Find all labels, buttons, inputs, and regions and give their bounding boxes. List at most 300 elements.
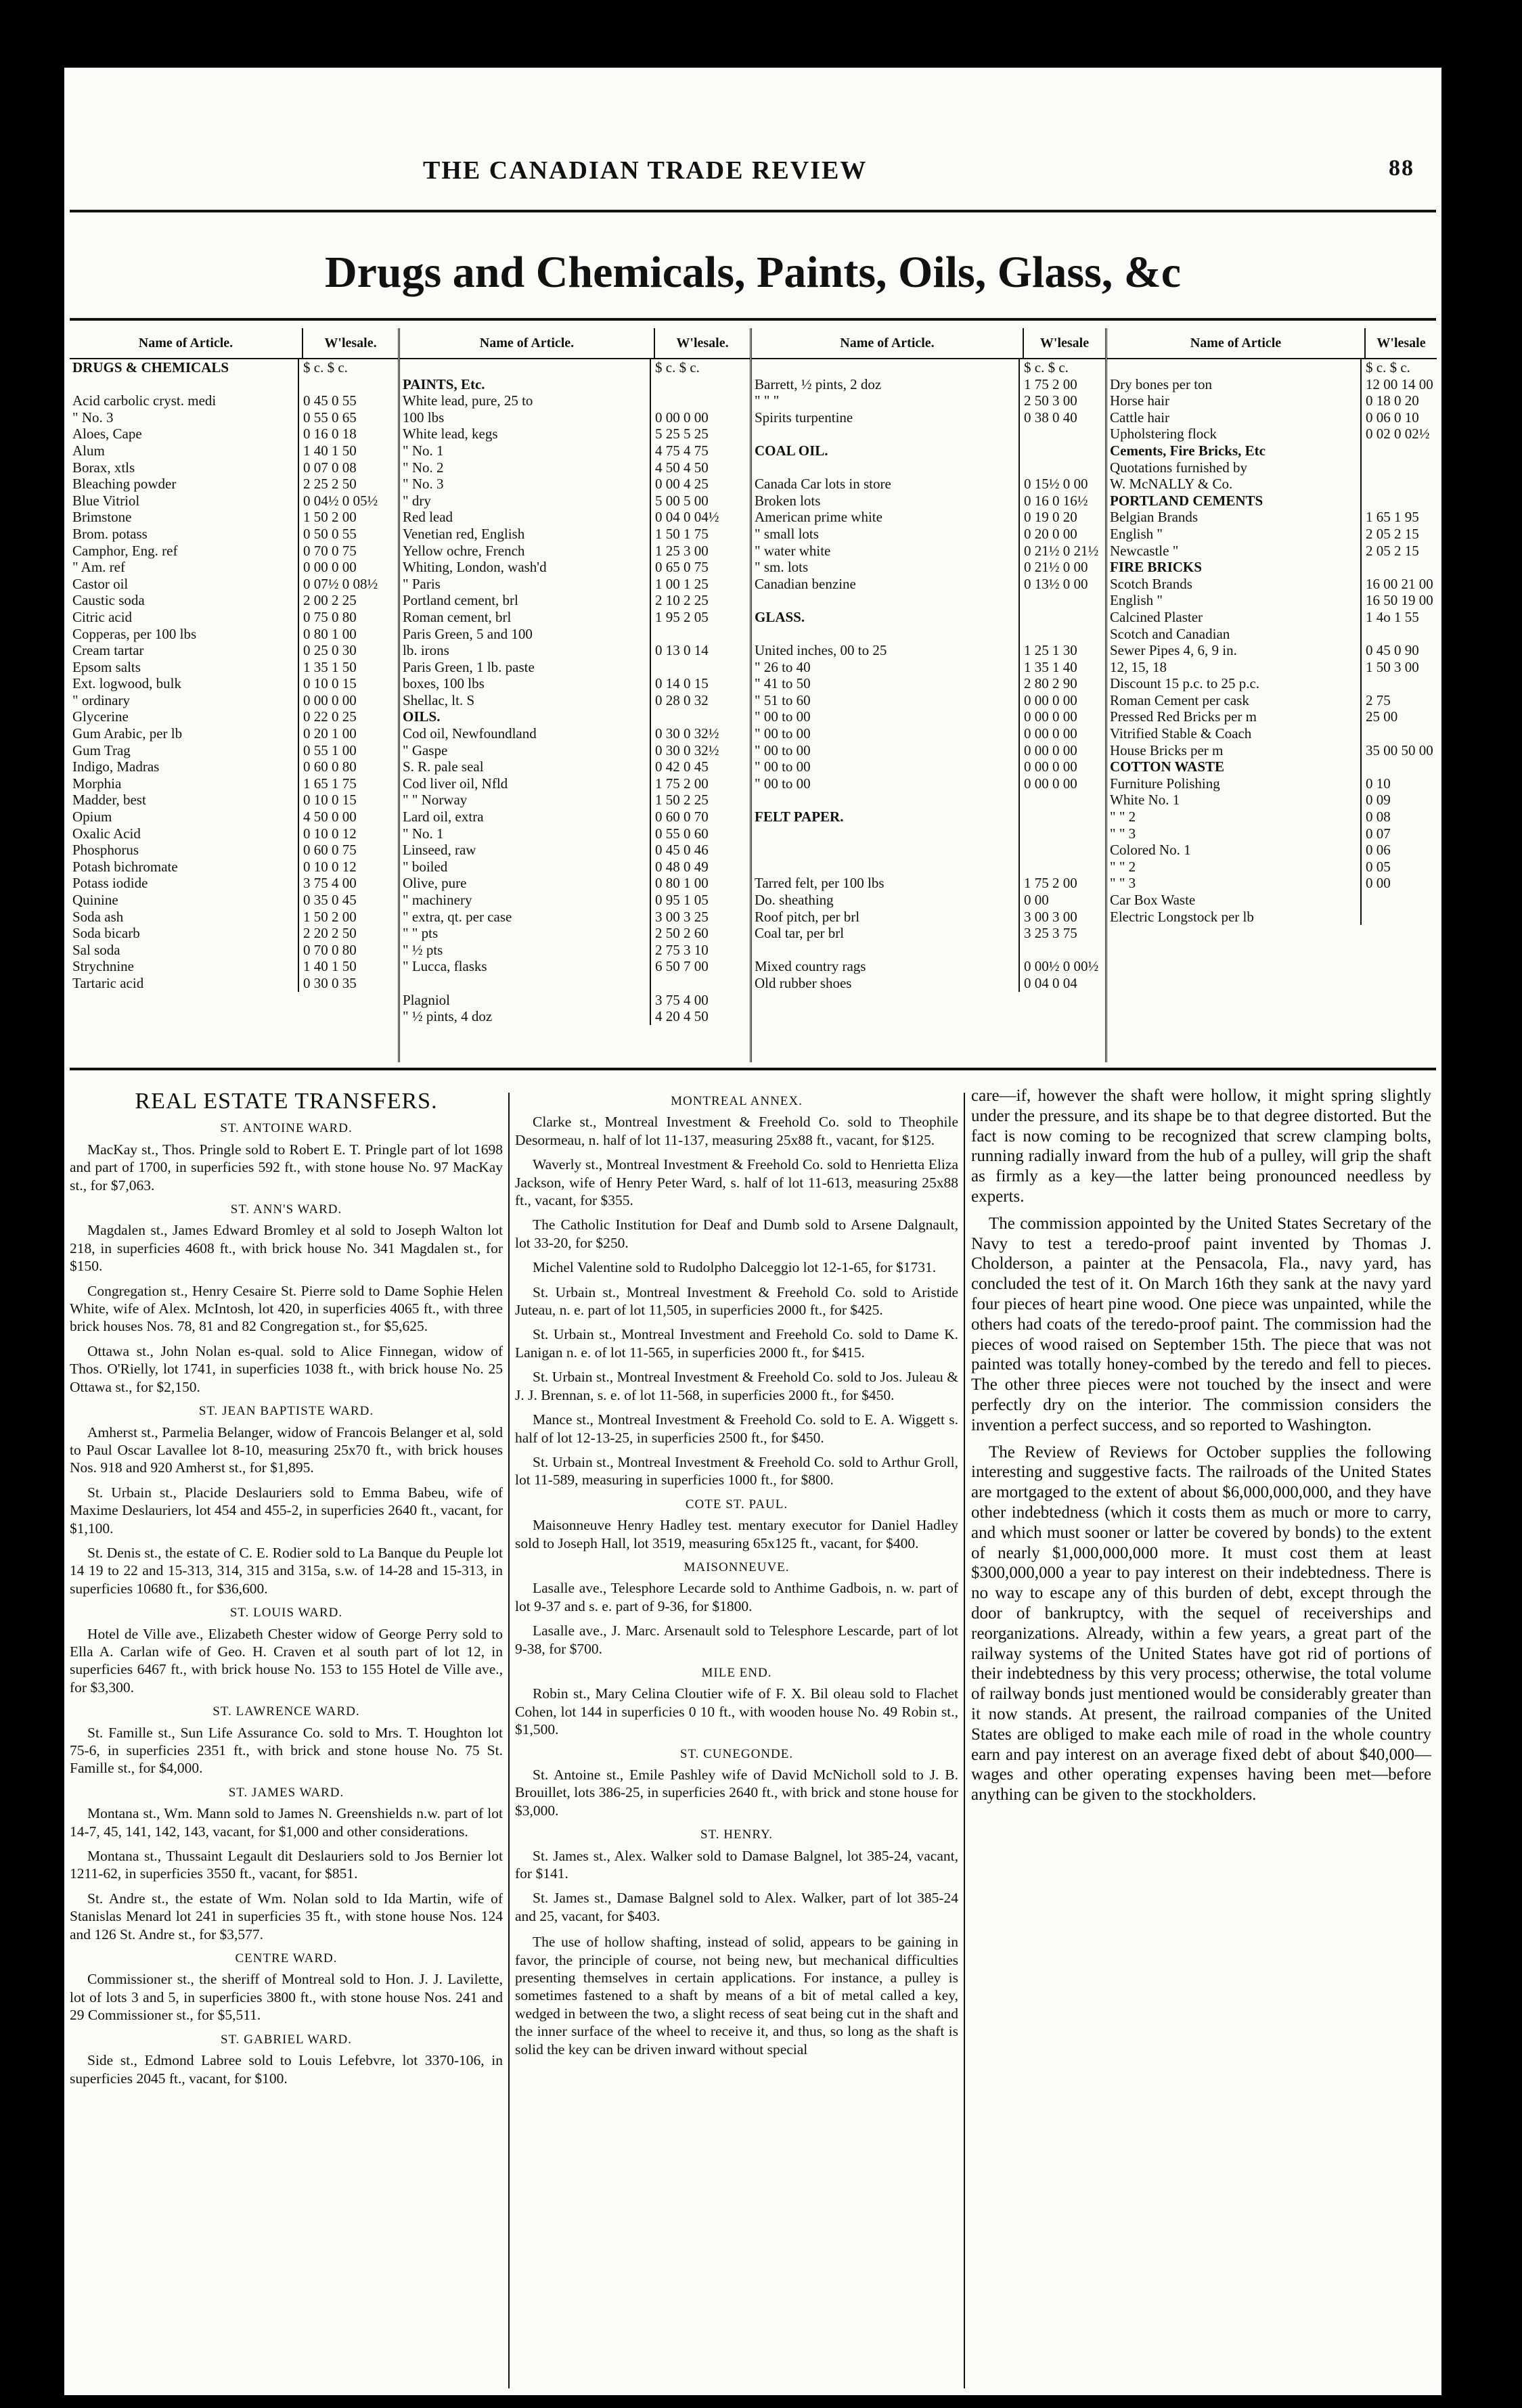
- article-name: " 41 to 50: [752, 675, 1020, 692]
- price-column-4: [1107, 328, 1437, 1062]
- article-name: " extra, qt. per case: [400, 909, 651, 926]
- article-name: [752, 792, 1020, 809]
- wholesale-price: 0 20 0 00: [1024, 525, 1077, 542]
- wholesale-price: 0 30 0 32½: [655, 742, 719, 758]
- price-row: [752, 426, 1105, 442]
- transfer-entry: Lasalle ave., J. Marc. Arsenault sold to Telesphore Lescarde, part of lot 9-38, for $700.: [515, 1622, 958, 1657]
- price-row: [400, 942, 750, 959]
- price-rows: [752, 359, 1105, 992]
- wholesale-price: [651, 376, 750, 393]
- wholesale-price: 0 00½ 0 00½: [1024, 958, 1099, 975]
- article-name: Cod liver oil, Nfld: [400, 775, 651, 792]
- wholesale-price: 0 00 0 00: [303, 559, 357, 576]
- price-row: [1107, 476, 1437, 493]
- price-row: [70, 692, 398, 709]
- wholesale-price: 4 20 4 50: [655, 1008, 709, 1025]
- transfer-entry: St. James st., Damase Balgnel sold to Alex. Walker, part of lot 385-24 and 25, vacant, for $403.: [515, 1890, 958, 1924]
- table-top-rule: [70, 318, 1436, 321]
- article-name: Soda ash: [70, 909, 299, 926]
- wholesale-price: $ c. $ c.: [303, 359, 348, 376]
- price-row: [752, 708, 1105, 725]
- article-name: Car Box Waste: [1107, 892, 1362, 909]
- price-row: [1107, 675, 1437, 692]
- wholesale-price: [651, 659, 750, 676]
- wholesale-price: 35 00 50 00: [1366, 742, 1433, 758]
- price-row: [752, 875, 1105, 892]
- transfer-entry: St. Urbain st., Montreal Investment & Freehold Co. sold to Jos. Juleau & J. J. Brennan, s. e. of lot 11-568, in superficies 2000 ft., for $450.: [515, 1369, 958, 1403]
- hollow-shafting-article: [515, 1933, 958, 2058]
- wholesale-price: 1 35 1 40: [1024, 658, 1077, 675]
- transfer-entry: Clarke st., Montreal Investment & Freehold Co. sold to Theophile Desormeau, n. half of lot 11-137, measuring 25x88 ft., vacant, for $125.: [515, 1114, 958, 1148]
- article-name: " No. 1: [400, 442, 651, 459]
- article-name: Calcined Plaster: [1107, 609, 1362, 626]
- article-name: English ": [1107, 526, 1362, 543]
- wholesale-price: [1362, 725, 1437, 742]
- wholesale-price: [1362, 476, 1437, 493]
- price-row: [1107, 909, 1437, 926]
- price-row: [70, 659, 398, 676]
- price-row: [1107, 526, 1437, 543]
- wholesale-price: [1362, 493, 1437, 509]
- article-name: Pressed Red Bricks per m: [1107, 708, 1362, 725]
- wholesale-price: 4 50 4 50: [655, 459, 709, 476]
- price-row: [752, 476, 1105, 493]
- transfer-entry: Michel Valentine sold to Rudolpho Dalceggio lot 12-1-65, for $1731.: [533, 1259, 937, 1276]
- article-name: " ordinary: [70, 692, 299, 709]
- wholesale-price: 0 06: [1366, 842, 1391, 859]
- price-rows: [70, 359, 398, 992]
- price-row: [1107, 775, 1437, 792]
- wholesale-price: 2 75 3 10: [655, 941, 709, 958]
- article-name: boxes, 100 lbs: [400, 675, 651, 692]
- article-name: Borax, xtls: [70, 459, 299, 476]
- transfer-entry: Robin st., Mary Celina Cloutier wife of F. X. Bil oleau sold to Flachet Cohen, lot 144 in superficies 0 10 ft., with wooden house No. 49 Robin st., $1,500.: [515, 1685, 958, 1738]
- transfer-entry: Montana st., Wm. Mann sold to James N. Greenshields n.w. part of lot 14-7, 45, 141, 142, 143, vacant, for $1,000 and other considerations.: [70, 1805, 503, 1840]
- wholesale-price: 1 95 2 05: [655, 608, 709, 625]
- article-name: " Lucca, flasks: [400, 958, 651, 975]
- article-name: COAL OIL.: [752, 442, 1020, 459]
- price-row: [70, 609, 398, 626]
- wholesale-price: [1362, 909, 1437, 926]
- price-row: [70, 875, 398, 892]
- article-name: Roof pitch, per brl: [752, 909, 1020, 926]
- wholesale-price: 1 75 2 00: [1024, 875, 1077, 892]
- ward-heading: ST. ANTOINE WARD.: [220, 1121, 353, 1136]
- wholesale-price: 5 25 5 25: [655, 426, 709, 442]
- article-name: Upholstering flock: [1107, 426, 1362, 442]
- price-row: [400, 409, 750, 426]
- price-row: [400, 659, 750, 676]
- wholesale-price: 0 55 1 00: [303, 742, 357, 758]
- price-row: [70, 642, 398, 659]
- price-row: [752, 543, 1105, 560]
- wholesale-price: 2 25 2 50: [303, 476, 357, 493]
- article-name: " No. 3: [70, 409, 299, 426]
- article-name: [752, 592, 1020, 609]
- wholesale-price: 0 08: [1366, 809, 1391, 825]
- price-row: [70, 559, 398, 576]
- wholesale-price: 2 05 2 15: [1366, 525, 1419, 542]
- wholesale-price: 1 40 1 50: [303, 442, 357, 459]
- wholesale-price: 4 75 4 75: [655, 442, 709, 459]
- ward-heading: MAISONNEUVE.: [684, 1560, 790, 1574]
- real-estate-column-2: [515, 1086, 958, 2395]
- price-row: [400, 875, 750, 892]
- article-name: Belgian Brands: [1107, 509, 1362, 526]
- article-name: 12, 15, 18: [1107, 659, 1362, 676]
- wholesale-price: [1362, 442, 1437, 459]
- wholesale-price: [1020, 609, 1105, 626]
- article-name: " 26 to 40: [752, 659, 1020, 676]
- paragraph: The commission appointed by the United States Secretary of the Navy to test a teredo-proof paint invented by Thomas J. Cholderson, a painter at the Pensacola, Fla., navy yard, has concluded the test of it. On March 16th they sank at the navy yard four pieces of heart pine wood. One piece was unpainted, while the others had coats of the teredo-proof paint. The commission had the pieces of wood raised on September 15th. The piece that was not painted was totally honey-combed by the teredo and fell to pieces. The other three pieces were not touched by the insect and were perfectly dry on the interior. The commission considers the invention a perfect success, and so reported to Washington.: [971, 1214, 1431, 1434]
- article-name: Do. sheathing: [752, 892, 1020, 909]
- wholesale-price: [651, 392, 750, 409]
- price-row: [752, 576, 1105, 593]
- article-name: Cream tartar: [70, 642, 299, 659]
- price-row: [1107, 892, 1437, 909]
- article-name: [752, 942, 1020, 959]
- transfer-entry: Waverly st., Montreal Investment & Freehold Co. sold to Henrietta Eliza Jackson, wife of Henry Peter Ward, s. half of lot 11-613, measuring 25x88 ft., vacant, for $355.: [515, 1156, 958, 1209]
- article-name: [1107, 359, 1362, 376]
- wholesale-price: 0 70 0 80: [303, 941, 357, 958]
- article-name: " 51 to 60: [752, 692, 1020, 709]
- article-name: " 00 to 00: [752, 725, 1020, 742]
- price-row: [752, 626, 1105, 643]
- article-name: Morphia: [70, 775, 299, 792]
- article-name: White lead, pure, 25 to: [400, 392, 651, 409]
- wholesale-price: [299, 376, 398, 393]
- price-row: [400, 559, 750, 576]
- price-row: [400, 742, 750, 759]
- article-name: " Paris: [400, 576, 651, 593]
- wholesale-price: 0 80 1 00: [655, 875, 709, 892]
- article-name: Yellow ochre, French: [400, 543, 651, 560]
- wholesale-price: 1 50 1 75: [655, 525, 709, 542]
- article-name: [70, 376, 299, 393]
- price-row: [70, 509, 398, 526]
- ward-heading: ST. ANN'S WARD.: [230, 1202, 342, 1217]
- wholesale-price: 2 50 2 60: [655, 925, 709, 942]
- article-name: Coal tar, per brl: [752, 925, 1020, 942]
- wholesale-price: [1020, 942, 1105, 959]
- wholesale-price: 0 16 0 18: [303, 426, 357, 442]
- wholesale-price: 3 00 3 00: [1024, 908, 1077, 925]
- wholesale-price: [1362, 675, 1437, 692]
- transfer-entry: St. Antoine st., Emile Pashley wife of David McNicholl sold to J. B. Brouillet, lots 386-25, in superficies 2640 ft., with brick and stone house for $3,000.: [515, 1767, 958, 1819]
- article-name: United inches, 00 to 25: [752, 642, 1020, 659]
- transfer-entry: St. Urbain st., Montreal Investment & Freehold Co. sold to Aristide Juteau, n. e. part of lot 11,505, in superficies 2000 ft., for $425.: [515, 1283, 958, 1319]
- wholesale-price: 3 75 4 00: [655, 991, 709, 1008]
- column-header-name: Name of Article.: [400, 328, 655, 358]
- price-row: [1107, 859, 1437, 876]
- transfer-entry: Maisonneuve Henry Hadley test. mentary executor for Daniel Hadley sold to Joseph Hall, lot 3519, measuring 65x125 ft., vacant, for $400.: [515, 1517, 958, 1551]
- article-name: Bleaching powder: [70, 476, 299, 493]
- wholesale-price: 0 00: [1024, 892, 1049, 908]
- article-name: PORTLAND CEMENTS: [1107, 493, 1362, 509]
- wholesale-price: [1020, 426, 1105, 442]
- wholesale-price: 12 00 14 00: [1366, 376, 1433, 392]
- article-name: lb. irons: [400, 642, 651, 659]
- wholesale-price: 0 21½ 0 21½: [1024, 542, 1099, 559]
- article-name: Old rubber shoes: [752, 975, 1020, 992]
- price-row: [400, 493, 750, 509]
- price-row: [752, 925, 1105, 942]
- wholesale-price: 0 60 0 70: [655, 809, 709, 825]
- wholesale-price: [1020, 626, 1105, 643]
- article-name: S. R. pale seal: [400, 758, 651, 775]
- price-row: [400, 859, 750, 876]
- price-row: [400, 758, 750, 775]
- article-name: [752, 859, 1020, 876]
- price-row: [70, 476, 398, 493]
- price-row: [70, 758, 398, 775]
- article-name: " 00 to 00: [752, 775, 1020, 792]
- article-name: Aloes, Cape: [70, 426, 299, 442]
- price-row: [752, 509, 1105, 526]
- article-name: Paris Green, 5 and 100: [400, 626, 651, 643]
- price-row: [70, 543, 398, 560]
- paragraph: care—if, however the shaft were hollow, it might spring slightly under the pressure, and its shape be to that degree distorted. But the fact is now coming to be recognized that screw clamping bolts, running radially inward from the hub of a pulley, will grip the shaft as firmly as a key—the latter being pronounced needless by experts.: [971, 1087, 1431, 1206]
- wholesale-price: 0 06 0 10: [1366, 409, 1419, 426]
- article-name: " Gaspe: [400, 742, 651, 759]
- wholesale-price: 3 25 3 75: [1024, 925, 1077, 942]
- article-name: " Am. ref: [70, 559, 299, 576]
- price-row: [400, 792, 750, 809]
- wholesale-price: 1 50 2 00: [303, 908, 357, 925]
- column-divider: [964, 1093, 965, 2388]
- price-row: [70, 725, 398, 742]
- transfer-entry: Lasalle ave., Telesphore Lecarde sold to Anthime Gadbois, n. w. part of lot 9-37 and s. e. part of 9-36, for $1800.: [515, 1580, 958, 1614]
- paragraph: The use of hollow shafting, instead of solid, appears to be gaining in favor, the principle of course, not being new, but mechanical difficulties presenting themselves in certain applications. For instance, a pulley is sometimes fastened to a shaft by means of a bit of metal called a key, wedged in between the two, a slight recess of seat being cut in the shaft and the inner surface of the wheel to receive it, and thus, so long as the shaft is solid the key can be driven inward without special: [515, 1934, 958, 2058]
- wholesale-price: 0 95 1 05: [655, 892, 709, 908]
- transfer-entry: Amherst st., Parmelia Belanger, widow of Francois Belanger et al, sold to Paul Oscar Lavallee lot 8-10, measuring 25x70 ft., with brick houses Nos. 918 and 920 Amherst st., for $1,895.: [70, 1424, 503, 1476]
- article-name: " boiled: [400, 859, 651, 876]
- price-row: [400, 543, 750, 560]
- price-row: [70, 626, 398, 643]
- article-name: Scotch and Canadian: [1107, 626, 1362, 643]
- wholesale-price: [1020, 825, 1105, 842]
- price-row: [70, 909, 398, 926]
- article-name: Oxalic Acid: [70, 825, 299, 842]
- transfer-entry: Hotel de Ville ave., Elizabeth Chester widow of George Perry sold to Ella A. Carlan wife of Geo. H. Craven et al south part of lot 12, in superficies 6467 ft., with brick house No. 153 to 155 Hotel de Ville ave., for $3,300.: [70, 1625, 503, 1696]
- real-estate-blocks: [70, 1120, 503, 2087]
- page-number: 88: [1389, 156, 1414, 181]
- article-name: " No. 2: [400, 459, 651, 476]
- article-name: " " 3: [1107, 825, 1362, 842]
- article-name: Cod oil, Newfoundland: [400, 725, 651, 742]
- article-name: Spirits turpentine: [752, 409, 1020, 426]
- column-header-price: W'lesale.: [324, 336, 377, 350]
- article-name: Discount 15 p.c. to 25 p.c.: [1107, 675, 1362, 692]
- price-row: [400, 576, 750, 593]
- section-row: [752, 809, 1105, 825]
- article-name: [752, 626, 1020, 643]
- wholesale-price: 0 50 0 55: [303, 525, 357, 542]
- wholesale-price: 0 10 0 12: [303, 825, 357, 842]
- wholesale-price: 2 50 3 00: [1024, 392, 1077, 409]
- wholesale-price: 2 20 2 50: [303, 925, 357, 942]
- price-row: [70, 842, 398, 859]
- article-name: Paris Green, 1 lb. paste: [400, 659, 651, 676]
- newspaper-page: [64, 68, 1441, 2395]
- article-name: Potash bichromate: [70, 859, 299, 876]
- transfer-entry: Montana st., Thussaint Legault dit Deslauriers sold to Jos Bernier lot 1211-62, in superficies 3550 ft., vacant, for $851.: [70, 1848, 503, 1882]
- article-name: Scotch Brands: [1107, 576, 1362, 593]
- price-row: [400, 675, 750, 692]
- header-rule: [70, 210, 1436, 212]
- price-row: [752, 459, 1105, 476]
- article-name: Red lead: [400, 509, 651, 526]
- wholesale-price: 0 10 0 15: [303, 792, 357, 809]
- wholesale-price: 2 80 2 90: [1024, 675, 1077, 692]
- transfer-entry: Mance st., Montreal Investment & Freehold Co. sold to E. A. Wiggett s. half of lot 12-13-25, in superficies 2500 ft., for $450.: [515, 1411, 958, 1446]
- wholesale-price: 4 50 0 00: [303, 809, 357, 825]
- price-row: [1107, 426, 1437, 442]
- ward-heading: ST. CUNEGONDE.: [679, 1746, 794, 1761]
- wholesale-price: 0 18 0 20: [1366, 392, 1419, 409]
- price-row: [70, 975, 398, 992]
- transfer-entry: St. Urbain st., Placide Deslauriers sold to Emma Babeu, wife of Maxime Deslauriers, lot 454 and 455-2, in superficies 2640 ft., vacant, for $1,100.: [70, 1484, 503, 1537]
- article-name: Soda bicarb: [70, 925, 299, 942]
- wholesale-price: 16 00 21 00: [1366, 575, 1433, 592]
- wholesale-price: 0 55 0 60: [655, 825, 709, 842]
- article-name: Portland cement, brl: [400, 592, 651, 609]
- wholesale-price: [1020, 592, 1105, 609]
- price-table: [70, 328, 1437, 1062]
- wholesale-price: 0 00 4 25: [655, 476, 709, 493]
- price-row: [1107, 825, 1437, 842]
- transfer-entry: St. Denis st., the estate of C. E. Rodier sold to La Banque du Peuple lot 14 19 to 22 and 15-313, 314, 315 and 315a, s.w. of 14-28 and 15-313, in superficies 10680 ft., for $36,600.: [70, 1544, 503, 1597]
- wholesale-price: 0 00: [1366, 875, 1391, 892]
- article-name: Quinine: [70, 892, 299, 909]
- wholesale-price: [1020, 859, 1105, 876]
- article-name: " 00 to 00: [752, 742, 1020, 759]
- wholesale-price: 0 00 0 00: [1024, 691, 1077, 708]
- article-name: Indigo, Madras: [70, 758, 299, 775]
- wholesale-price: 0 10 0 15: [303, 675, 357, 692]
- article-column-3: [971, 1086, 1431, 2395]
- price-row: [1107, 742, 1437, 759]
- transfer-entry: Magdalen st., James Edward Bromley et al sold to Joseph Walton lot 218, in superficies 4608 ft., with brick house No. 341 Magdalen st., for $150.: [70, 1222, 503, 1275]
- article-name: " 00 to 00: [752, 708, 1020, 725]
- price-row: [70, 942, 398, 959]
- wholesale-price: 2 05 2 15: [1366, 542, 1419, 559]
- article-name: Canada Car lots in store: [752, 476, 1020, 493]
- price-row: [752, 842, 1105, 859]
- price-rows: [1107, 359, 1437, 925]
- price-row: [752, 742, 1105, 759]
- wholesale-price: 1 35 1 50: [303, 658, 357, 675]
- wholesale-price: 0 45 0 90: [1366, 642, 1419, 659]
- article-name: Furniture Polishing: [1107, 775, 1362, 792]
- wholesale-price: [1020, 809, 1105, 825]
- wholesale-price: 1 50 2 00: [303, 509, 357, 526]
- price-row: [400, 809, 750, 825]
- article-name: " " pts: [400, 925, 651, 942]
- price-row: [1107, 576, 1437, 593]
- article-name: Olive, pure: [400, 875, 651, 892]
- wholesale-price: 0 00 0 00: [303, 691, 357, 708]
- transfer-entry: St. Andre st., the estate of Wm. Nolan sold to Ida Martin, wife of Stanislas Menard lot 241 in superficies 35 ft., with stone house Nos. 124 and 126 St. Andre st., for $3,577.: [70, 1890, 503, 1943]
- article-name: FIRE BRICKS: [1107, 559, 1362, 576]
- article-name: Copperas, per 100 lbs: [70, 626, 299, 643]
- article-name: Ext. logwood, bulk: [70, 675, 299, 692]
- price-column-1: [70, 328, 400, 1062]
- wholesale-price: 0 60 0 80: [303, 758, 357, 775]
- section-row: [1107, 442, 1437, 459]
- wholesale-price: 0 09: [1366, 792, 1391, 809]
- price-row: [400, 476, 750, 493]
- wholesale-price: 1 50 2 25: [655, 792, 709, 809]
- wholesale-price: 0 55 0 65: [303, 409, 357, 426]
- price-row: [400, 609, 750, 626]
- wholesale-price: 0 25 0 30: [303, 642, 357, 659]
- article-name: " small lots: [752, 526, 1020, 543]
- wholesale-price: 1 4o 1 55: [1366, 608, 1419, 625]
- article-name: English ": [1107, 592, 1362, 609]
- wholesale-price: 0 00 0 00: [1024, 742, 1077, 758]
- price-row: [1107, 725, 1437, 742]
- price-row: [752, 592, 1105, 609]
- table-bottom-rule: [70, 1068, 1436, 1070]
- wholesale-price: 0 60 0 75: [303, 842, 357, 859]
- price-row: [1107, 809, 1437, 825]
- transfer-entry: Commissioner st., the sheriff of Montreal sold to Hon. J. J. Lavilette, lot of lots 3 and 5, in superficies 3800 ft., with stone house Nos. 241 and 29 Commissioner st., for $5,511.: [70, 1971, 503, 2024]
- column-header-price: W'lesale: [1039, 336, 1090, 350]
- wholesale-price: [651, 708, 750, 725]
- wholesale-price: 0 65 0 75: [655, 559, 709, 576]
- article-name: Venetian red, English: [400, 526, 651, 543]
- ward-heading: ST. JAMES WARD.: [228, 1785, 344, 1800]
- column-header-price: W'lesale: [1376, 336, 1426, 350]
- wholesale-price: 0 04½ 0 05½: [303, 492, 378, 509]
- wholesale-price: 0 70 0 75: [303, 542, 357, 559]
- article-name: Brom. potass: [70, 526, 299, 543]
- price-row: [70, 675, 398, 692]
- publication-title: THE CANADIAN TRADE REVIEW: [423, 156, 868, 185]
- price-row: [70, 958, 398, 975]
- article-name: Linseed, raw: [400, 842, 651, 859]
- section-row: [70, 359, 398, 376]
- wholesale-price: 1 65 1 75: [303, 775, 357, 792]
- wholesale-price: 0 19 0 20: [1024, 509, 1077, 526]
- wholesale-price: 0 42 0 45: [655, 758, 709, 775]
- price-row: [752, 792, 1105, 809]
- wholesale-price: 2 10 2 25: [655, 592, 709, 609]
- wholesale-price: 2 00 2 25: [303, 592, 357, 609]
- article-name: White lead, kegs: [400, 426, 651, 442]
- article-name: Caustic soda: [70, 592, 299, 609]
- price-row: [400, 1008, 750, 1025]
- article-name: Horse hair: [1107, 392, 1362, 409]
- ward-heading: COTE ST. PAUL.: [685, 1497, 788, 1512]
- wholesale-price: 0 75 0 80: [303, 608, 357, 625]
- real-estate-blocks: [515, 1093, 958, 1925]
- price-row: [752, 975, 1105, 992]
- price-row: [70, 775, 398, 792]
- article-name: [752, 459, 1020, 476]
- article-name: Brimstone: [70, 509, 299, 526]
- price-row: [752, 775, 1105, 792]
- ward-heading: ST. JEAN BAPTISTE WARD.: [198, 1404, 374, 1419]
- price-row: [70, 409, 398, 426]
- price-row: [1107, 626, 1437, 643]
- article-name: Acid carbolic cryst. medi: [70, 392, 299, 409]
- price-row: [1107, 692, 1437, 709]
- wholesale-price: 1 25 1 30: [1024, 642, 1077, 659]
- wholesale-price: 0 35 0 45: [303, 892, 357, 908]
- transfer-entry: St. Famille st., Sun Life Assurance Co. sold to Mrs. T. Houghton lot 75-6, in superficies 2351 ft., with brick and stone house No. 75 St. Famille st., for $4,000.: [70, 1724, 503, 1777]
